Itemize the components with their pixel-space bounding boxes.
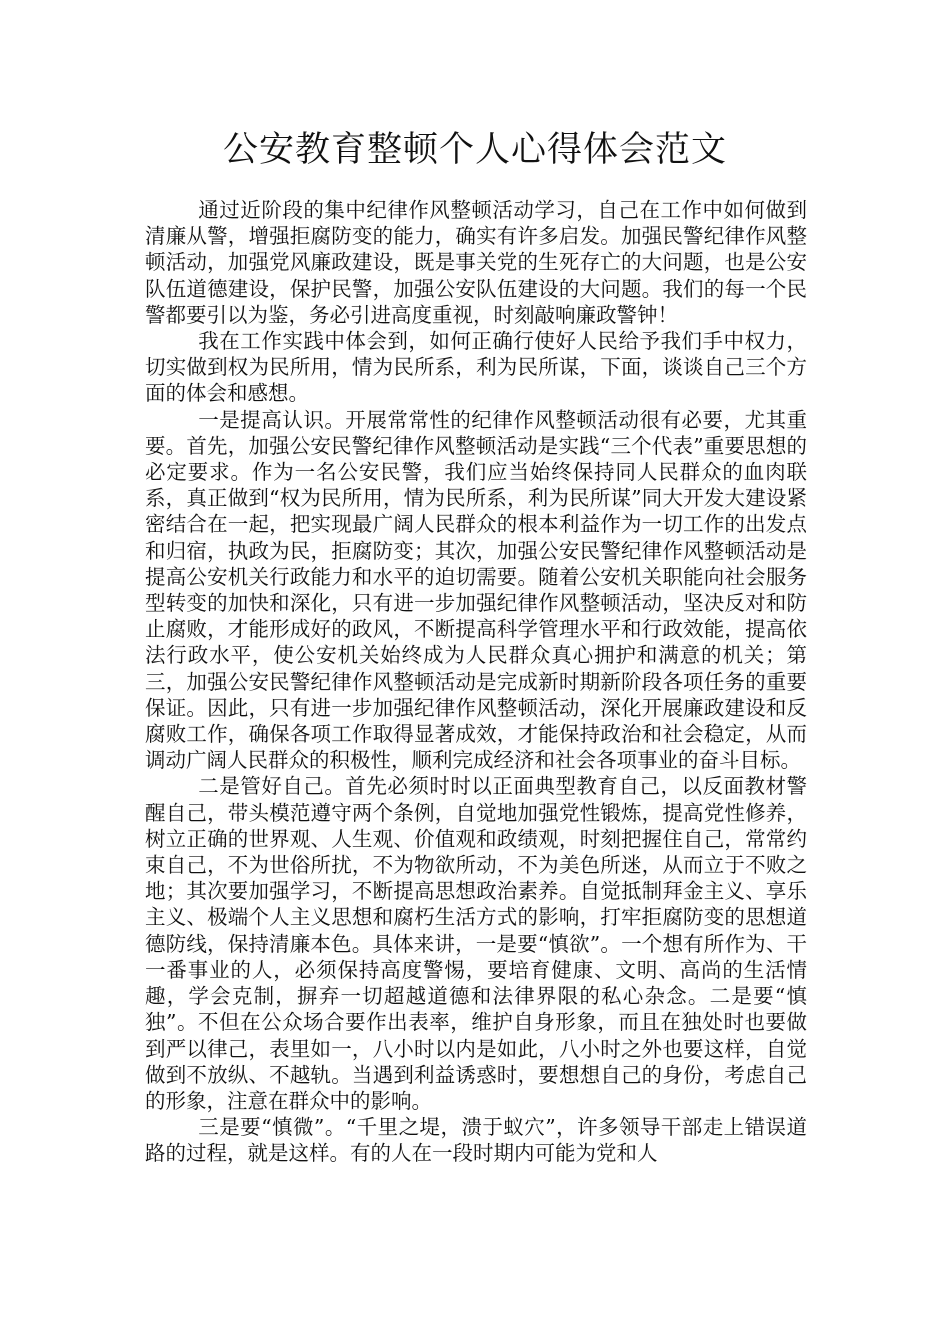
document-title: 公安教育整顿个人心得体会范文 [222,130,727,170]
paragraph-point-one: 一是提高认识。开展常常性的纪律作风整顿活动很有必要，尤其重要。首先，加强公安民警纪律作风整顿活动是实践“三个代表”重要思想的必定要求。作为一名公安民警，我们应当始终保持同人民群众的血肉联系，真正做到“权为民所用，情为民所系，利为民所谋”同大开发大建设紧密结合在一起，把实现最广阔人民群众的根本利益作为一切工作的出发点和归宿，执政为民，拒腐防变；其次，加强公安民警纪律作风整顿活动是提高公安机关行政能力和水平的迫切需要。随着公安机关职能向社会服务型转变的加快和深化，只有进一步加强纪律作风整顿活动，坚决反对和防止腐败，才能形成好的政风，不断提高科学管理水平和行政效能，提高依法行政水平，使公安机关始终成为人民群众真心拥护和满意的机关；第三，加强公安民警纪律作风整顿活动是完成新时期新阶段各项任务的重要保证。因此，只有进一步加强纪律作风整顿活动，深化开展廉政建设和反腐败工作，确保各项工作取得显著成效，才能保持政治和社会稳定，从而调动广阔人民群众的积极性，顺利完成经济和社会各项事业的奋斗目标。 [145,407,807,773]
paragraph-practice: 我在工作实践中体会到，如何正确行使好人民给予我们手中权力，切实做到权为民所用，情为民所系，利为民所谋，下面，谈谈自己三个方面的体会和感想。 [145,329,807,406]
paragraph-point-three: 三是要“慎微”。“千里之堤，溃于蚁穴”，许多领导干部走上错误道路的过程，就是这样。有的人在一段时期内可能为党和人 [145,1115,807,1166]
document-body [145,197,807,1167]
paragraph-intro: 通过近阶段的集中纪律作风整顿活动学习，自己在工作中如何做到清廉从警，增强拒腐防变的能力，确实有许多启发。加强民警纪律作风整顿活动，加强党风廉政建设，既是事关党的生死存亡的大问题，也是公安队伍道德建设，保护民警，加强公安队伍建设的大问题。我们的每一个民警都要引以为鉴，务必引进高度重视，时刻敲响廉政警钟！ [145,198,807,327]
paragraph-point-two: 二是管好自己。首先必须时时以正面典型教育自己，以反面教材警醒自己，带头模范遵守两个条例，自觉地加强党性锻炼，提高党性修养，树立正确的世界观、人生观、价值观和政绩观，时刻把握住自己，常常约束自己，不为世俗所扰，不为物欲所动，不为美色所迷，从而立于不败之地；其次要加强学习，不断提高思想政治素养。自觉抵制拜金主义、享乐主义、极端个人主义思想和腐朽生活方式的影响，打牢拒腐防变的思想道德防线，保持清廉本色。具体来讲，一是要“慎欲”。一个想有所作为、干一番事业的人，必须保持高度警惕，要培育健康、文明、高尚的生活情趣，学会克制，摒弃一切超越道德和法律界限的私心杂念。二是要“慎独”。不但在公众场合要作出表率，维护自身形象，而且在独处时也要做到严以律己，表里如一，八小时以内是如此，八小时之外也要这样，自觉做到不放纵、不越轨。当遇到利益诱惑时，要想想自己的身份，考虑自己的形象，注意在群众中的影响。 [145,774,807,1113]
